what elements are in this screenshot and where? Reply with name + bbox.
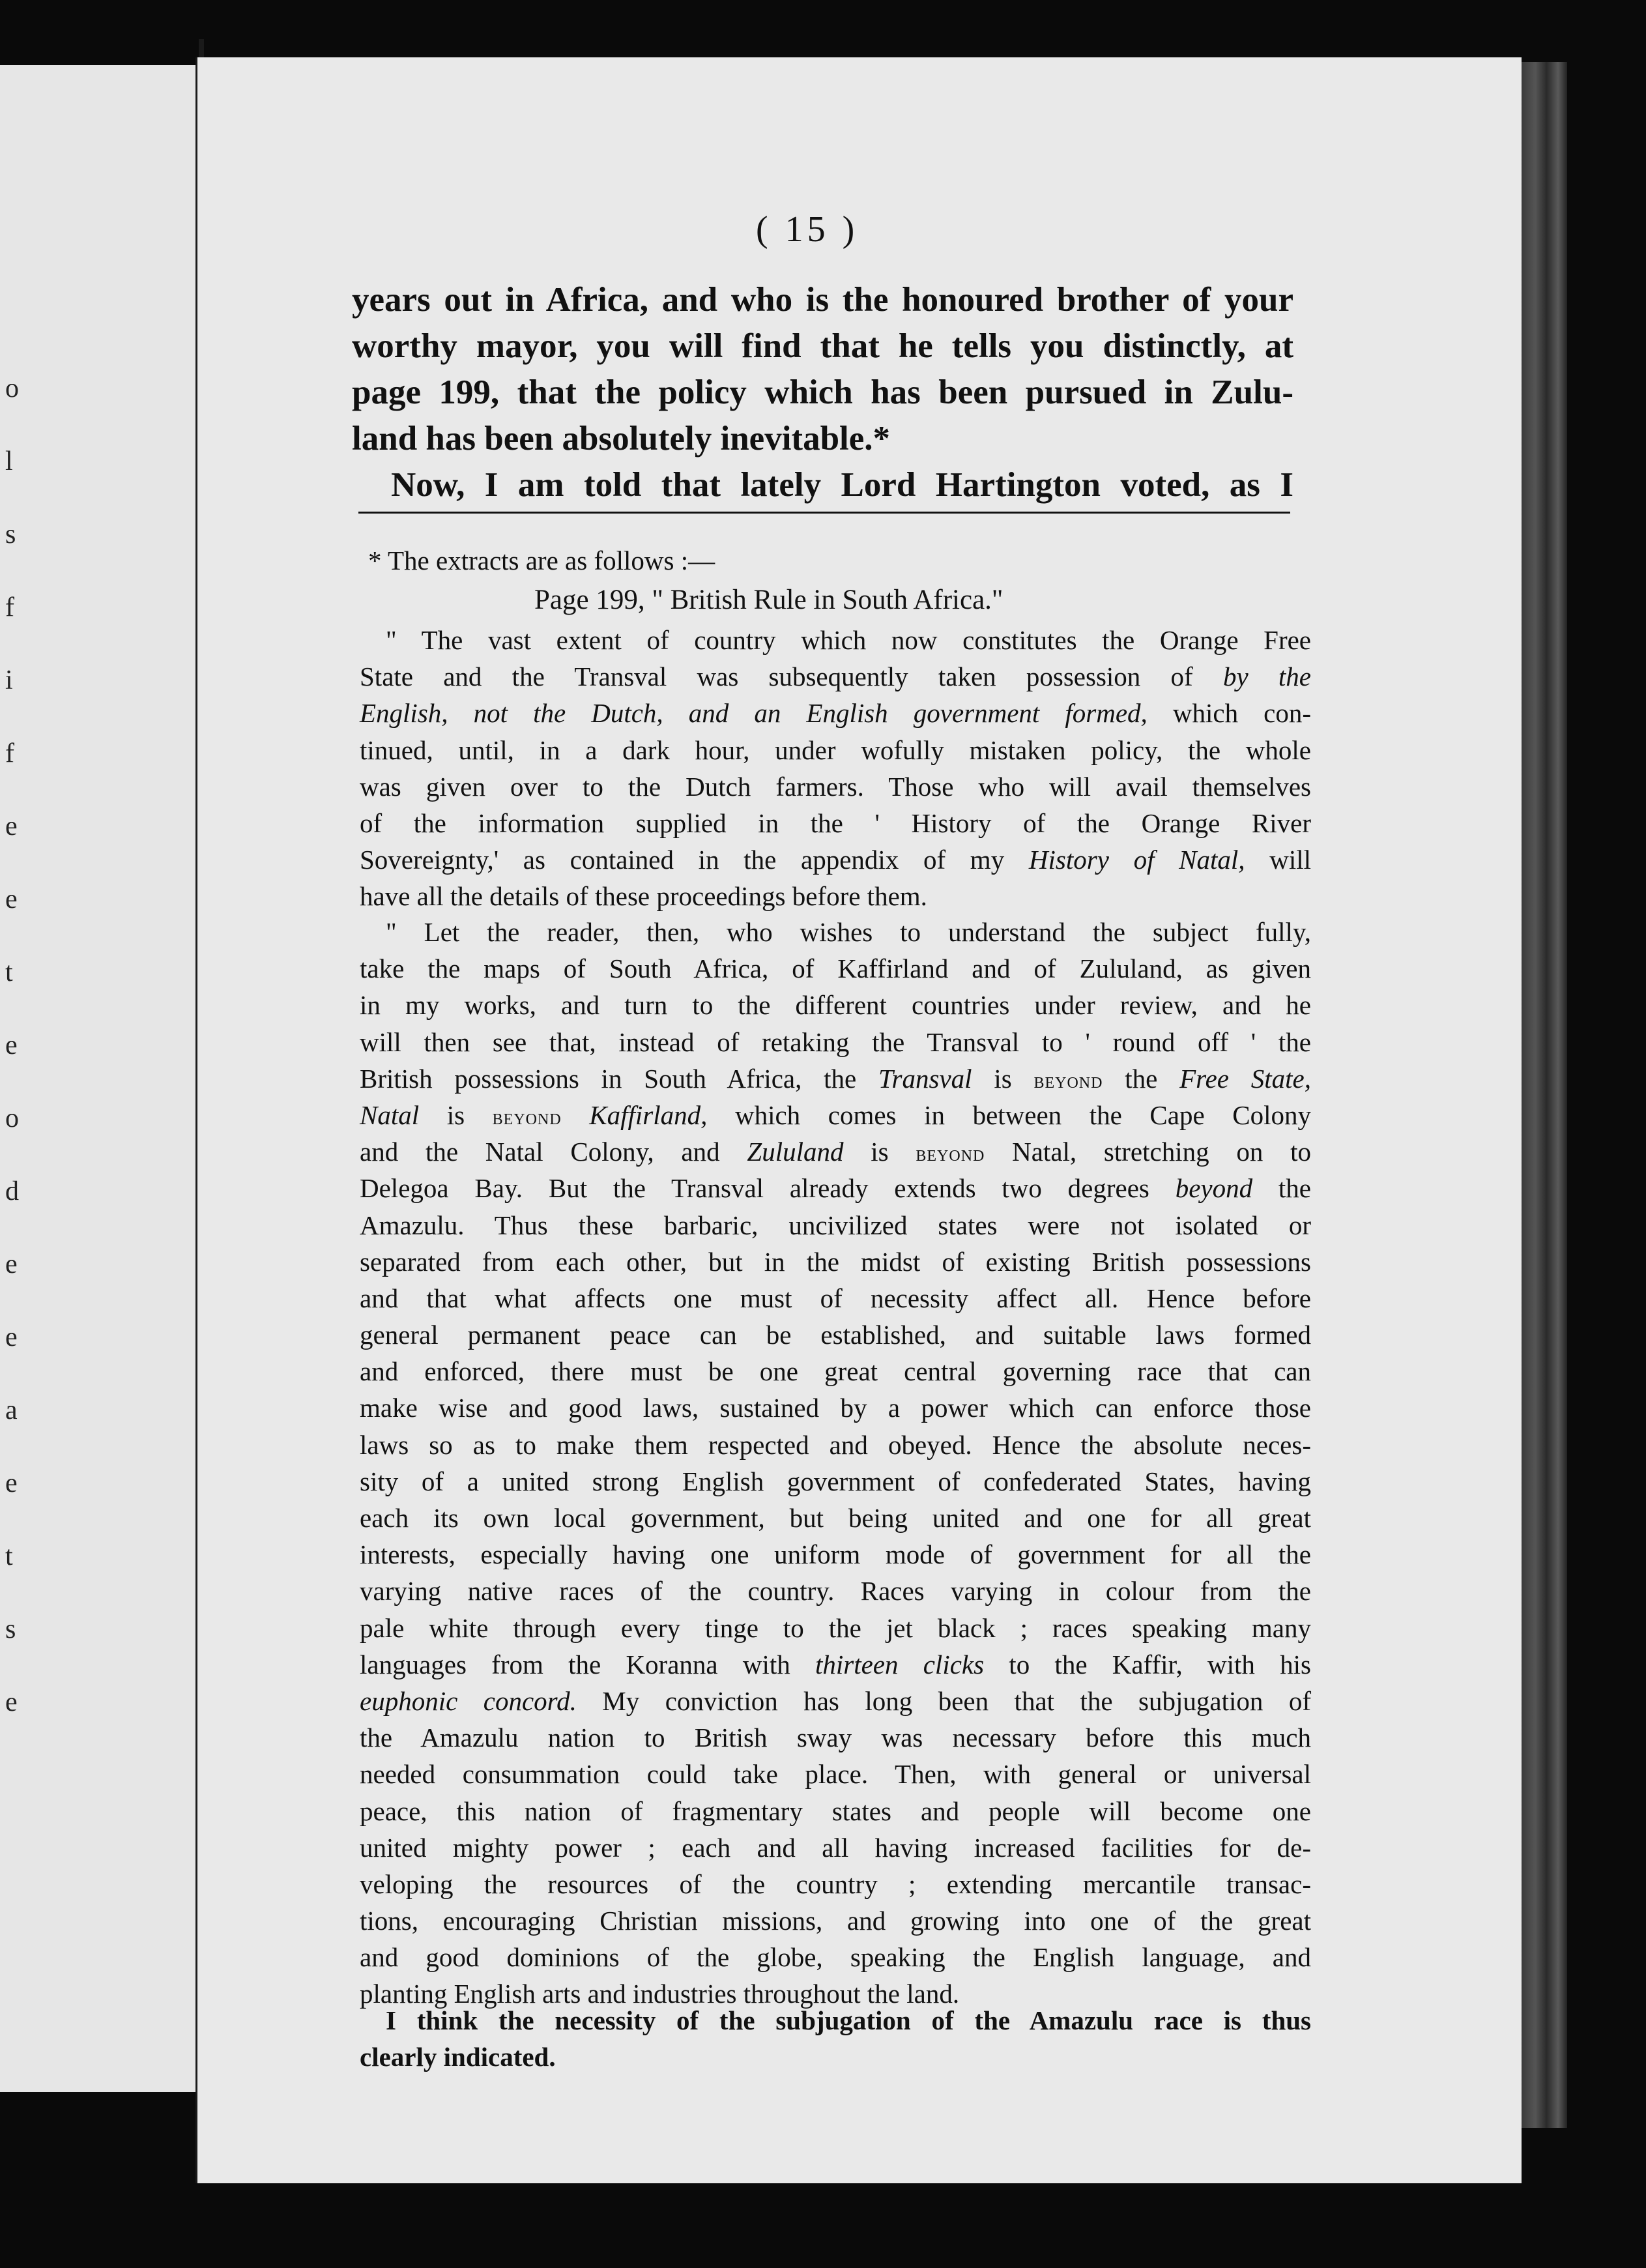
footnote-line: each its own local government, but being united and one for all great (360, 1503, 1311, 1533)
margin-glyph: e (5, 1687, 18, 1717)
footnote-line: was given over to the Dutch farmers. Those who will avail themselves (360, 771, 1311, 802)
footnote-line: separated from each other, but in the midst of existing British possessions (360, 1246, 1311, 1277)
footnote-line: Amazulu. Thus these barbaric, uncivilized states were not isolated or (360, 1210, 1311, 1240)
footnote-line: have all the details of these proceedings before them. (360, 881, 927, 912)
footnote-line: English, not the Dutch, and an English government formed, which con- (360, 698, 1311, 729)
margin-glyph: o (5, 373, 19, 403)
footnote-line: of the information supplied in the ' History of the Orange River (360, 807, 1311, 838)
margin-glyph: s (5, 519, 16, 549)
footnote-line: laws so as to make them respected and obeyed. Hence the absolute neces- (360, 1429, 1311, 1460)
page-number: ( 15 ) (756, 209, 859, 250)
footnote-line: in my works, and turn to the different countries under review, and he (360, 990, 1311, 1021)
footnote-line: British possessions in South Africa, the Transval is beyond the Free State, (360, 1063, 1311, 1094)
footnote-line: make wise and good laws, sustained by a power which can enforce those (360, 1393, 1311, 1423)
body-line: Now, I am told that lately Lord Hartington voted, as I (391, 466, 1293, 504)
footnote-line: the Amazulu nation to British sway was necessary before this much (360, 1723, 1311, 1753)
margin-glyph: s (5, 1614, 16, 1644)
margin-glyph: t (5, 1541, 13, 1571)
footnote-line: and good dominions of the globe, speaking the English language, and (360, 1942, 1311, 1973)
footnote-paragraph-3 (360, 2002, 1311, 2075)
margin-glyph: e (5, 1249, 18, 1279)
footnote-line: and the Natal Colony, and Zululand is beyond Natal, stretching on to (360, 1137, 1311, 1167)
margin-glyph: a (5, 1395, 18, 1425)
footnote-line: euphonic concord. My conviction has long been that the subjugation of (360, 1685, 1311, 1716)
margin-glyph: e (5, 884, 18, 914)
footnote-line: and enforced, there must be one great central governing race that can (360, 1356, 1311, 1387)
margin-glyph: d (5, 1176, 19, 1206)
margin-glyph: i (5, 665, 13, 695)
footnote-line: Sovereignty,' as contained in the appendix of my History of Natal, will (360, 845, 1311, 875)
footnote-line: tions, encouraging Christian missions, and growing into one of the great (360, 1906, 1311, 1936)
footnote-line: take the maps of South Africa, of Kaffirland and of Zululand, as given (360, 953, 1311, 984)
footnote-paragraph-1 (360, 622, 1311, 915)
footnote-line: Delegoa Bay. But the Transval already extends two degrees beyond the (360, 1173, 1311, 1204)
margin-glyph: e (5, 1322, 18, 1352)
body-paragraph (352, 277, 1293, 508)
margin-glyph: f (5, 592, 14, 622)
margin-glyph: e (5, 1030, 18, 1060)
footnote-line: tinued, until, in a dark hour, under wofully mistaken policy, the whole (360, 734, 1311, 765)
left-page-margin-text (5, 352, 25, 1739)
footnote-rule (358, 512, 1290, 514)
body-line: worthy mayor, you will find that he tells you distinctly, at (352, 327, 1293, 365)
margin-glyph: e (5, 811, 18, 841)
footnote-line: peace, this nation of fragmentary states and people will become one (360, 1796, 1311, 1826)
footnote-line: will then see that, instead of retaking the Transval to ' round off ' the (360, 1026, 1311, 1057)
footnote-line: interests, especially having one uniform mode of government for all the (360, 1539, 1311, 1570)
margin-glyph: t (5, 957, 13, 987)
footnote-line: and that what affects one must of necessity affect all. Hence before (360, 1283, 1311, 1313)
footnote-line: sity of a united strong English government of confederated States, having (360, 1466, 1311, 1496)
footnote-line: pale white through every tinge to the jet black ; races speaking many (360, 1612, 1311, 1643)
footnote-line: I think the necessity of the subjugation of the Amazulu race is thus (386, 2005, 1311, 2035)
footnote-line: veloping the resources of the country ; extending mercantile transac- (360, 1868, 1311, 1899)
footnote-line: " The vast extent of country which now constitutes the Orange Free (386, 625, 1311, 655)
left-page-edge (0, 65, 199, 2092)
footnote-line: State and the Transval was subsequently taken possession of by the (360, 662, 1311, 692)
footnote-heading: Page 199, " British Rule in South Africa." (534, 585, 1003, 615)
footnote-line: varying native races of the country. Races varying in colour from the (360, 1576, 1311, 1606)
footnote-line: languages from the Koranna with thirteen clicks to the Kaffir, with his (360, 1649, 1311, 1679)
footnote-intro: * The extracts are as follows :— (368, 545, 715, 575)
footnote-line: needed consummation could take place. Then, with general or universal (360, 1759, 1311, 1790)
body-line: land has been absolutely inevitable.* (352, 420, 891, 458)
body-line: page 199, that the policy which has been pursued in Zulu- (352, 373, 1293, 411)
margin-glyph: l (5, 446, 13, 476)
margin-glyph: f (5, 738, 14, 768)
footnote-paragraph-2 (360, 914, 1311, 2013)
page-stack-edge (1522, 62, 1567, 2128)
footnote-line: planting English arts and industries throughout the land. (360, 1979, 960, 2009)
margin-glyph: o (5, 1103, 19, 1133)
margin-glyph: e (5, 1468, 18, 1498)
footnote-line: general permanent peace can be established, and suitable laws formed (360, 1320, 1311, 1350)
footnote-line: united mighty power ; each and all having increased facilities for de- (360, 1832, 1311, 1863)
footnote-line: clearly indicated. (360, 2042, 556, 2072)
footnote-line: " Let the reader, then, who wishes to understand the subject fully, (386, 917, 1311, 947)
body-line: years out in Africa, and who is the honoured brother of your (352, 281, 1293, 319)
footnote-line: Natal is beyond Kaffirland, which comes in between the Cape Colony (360, 1099, 1311, 1130)
